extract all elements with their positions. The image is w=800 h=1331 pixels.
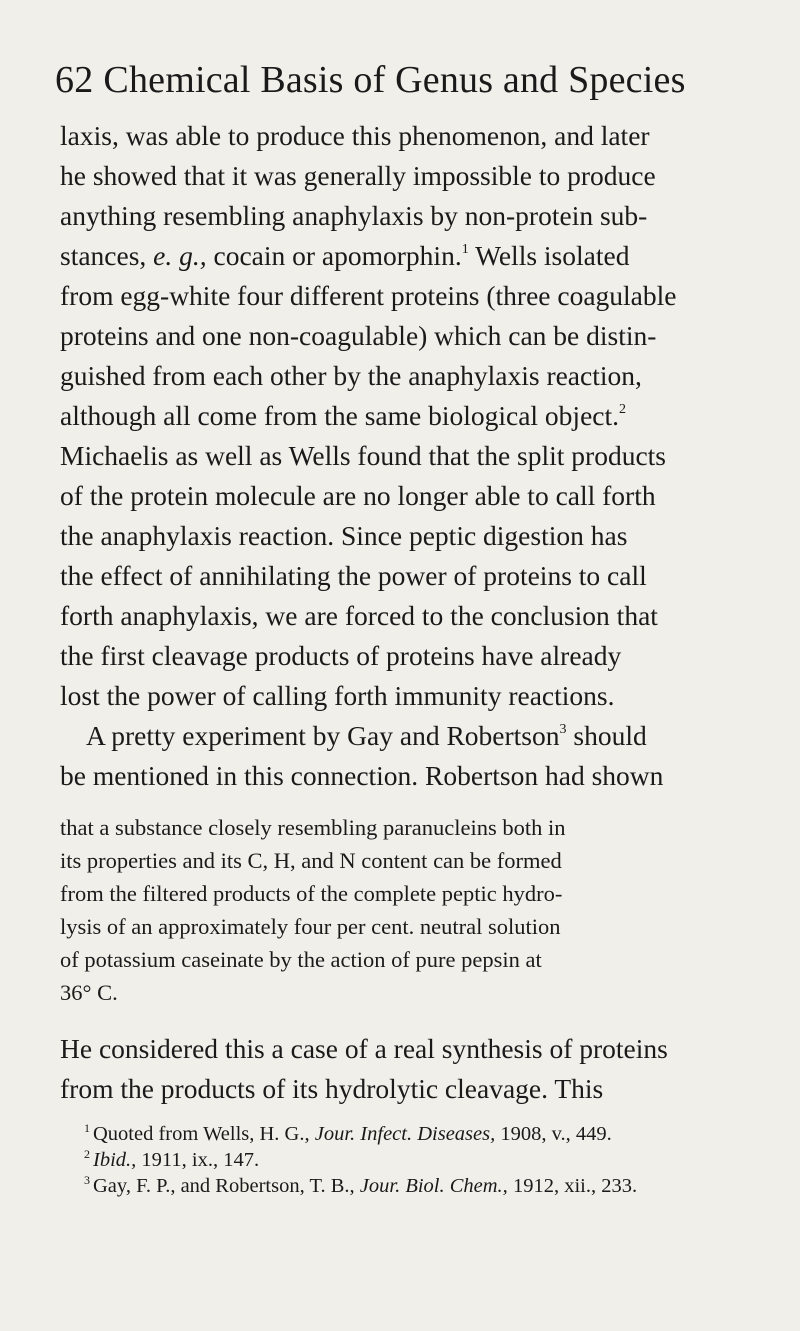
- text-line: Michaelis as well as Wells found that the split products: [60, 440, 666, 471]
- journal-title: Ibid.,: [93, 1149, 137, 1171]
- footnote-1: [84, 1122, 612, 1145]
- quote-line: from the filtered products of the complete peptic hydro-: [60, 881, 563, 906]
- quote-line: its properties and its C, H, and N content can be formed: [60, 848, 562, 873]
- page-number: 62: [55, 59, 94, 101]
- footnote-2: [84, 1148, 259, 1171]
- footnote-text: Gay, F. P., and Robertson, T. B.,: [93, 1175, 355, 1197]
- text-line: laxis, was able to produce this phenomenon, and later: [60, 120, 650, 151]
- footnote-ref-1: 1: [461, 242, 469, 257]
- footnote-text: 1908, v., 449.: [500, 1123, 612, 1145]
- journal-title: Jour. Biol. Chem.,: [359, 1175, 508, 1197]
- italic-abbrev: e. g.,: [153, 240, 207, 271]
- text-span: A pretty experiment by Gay and Robertson: [86, 720, 560, 751]
- text-line: forth anaphylaxis, we are forced to the conclusion that: [60, 600, 658, 631]
- quote-line: that a substance closely resembling paranucleins both in: [60, 815, 566, 840]
- running-title: Chemical Basis of Genus and Species: [103, 59, 686, 101]
- quote-line: 36° C.: [60, 980, 118, 1005]
- running-header: [55, 58, 686, 102]
- text-line: be mentioned in this connection. Robertson had shown: [60, 760, 664, 791]
- text-line: [86, 722, 647, 750]
- text-line: anything resembling anaphylaxis by non-protein sub-: [60, 200, 648, 231]
- footnote-ref-2: 2: [619, 402, 626, 417]
- footnote-3: [84, 1174, 637, 1197]
- text-span: although all come from the same biological object.: [60, 400, 619, 431]
- footnote-text: Quoted from Wells, H. G.,: [93, 1123, 310, 1145]
- text-line: the effect of annihilating the power of proteins to call: [60, 560, 647, 591]
- quote-line: lysis of an approximately four per cent. neutral solution: [60, 914, 561, 939]
- footnote-mark: 1: [84, 1121, 90, 1135]
- text-line: He considered this a case of a real synthesis of proteins: [60, 1033, 668, 1064]
- text-line: from egg-white four different proteins (three coagulable: [60, 280, 677, 311]
- text-line: [60, 402, 626, 430]
- text-line: proteins and one non-coagulable) which can be distin-: [60, 320, 657, 351]
- text-span: cocain or apomorphin.: [213, 240, 462, 271]
- text-line: the first cleavage products of proteins have already: [60, 640, 622, 671]
- text-line: lost the power of calling forth immunity reactions.: [60, 680, 615, 711]
- text-line: the anaphylaxis reaction. Since peptic digestion has: [60, 520, 628, 551]
- text-line: [60, 242, 629, 270]
- footnote-mark: 3: [84, 1173, 90, 1187]
- text-span: stances,: [60, 240, 147, 271]
- footnote-ref-3: 3: [559, 722, 567, 737]
- text-span: should: [573, 720, 647, 751]
- footnote-mark: 2: [84, 1147, 90, 1161]
- footnote-text: 1912, xii., 233.: [512, 1175, 638, 1197]
- journal-title: Jour. Infect. Diseases,: [314, 1123, 496, 1145]
- text-line: guished from each other by the anaphylaxis reaction,: [60, 360, 642, 391]
- quote-line: of potassium caseinate by the action of pure pepsin at: [60, 947, 542, 972]
- text-span: Wells isolated: [475, 240, 630, 271]
- text-line: from the products of its hydrolytic cleavage. This: [60, 1073, 604, 1104]
- text-line: he showed that it was generally impossible to produce: [60, 160, 656, 191]
- footnote-text: 1911, ix., 147.: [141, 1149, 260, 1171]
- text-line: of the protein molecule are no longer able to call forth: [60, 480, 656, 511]
